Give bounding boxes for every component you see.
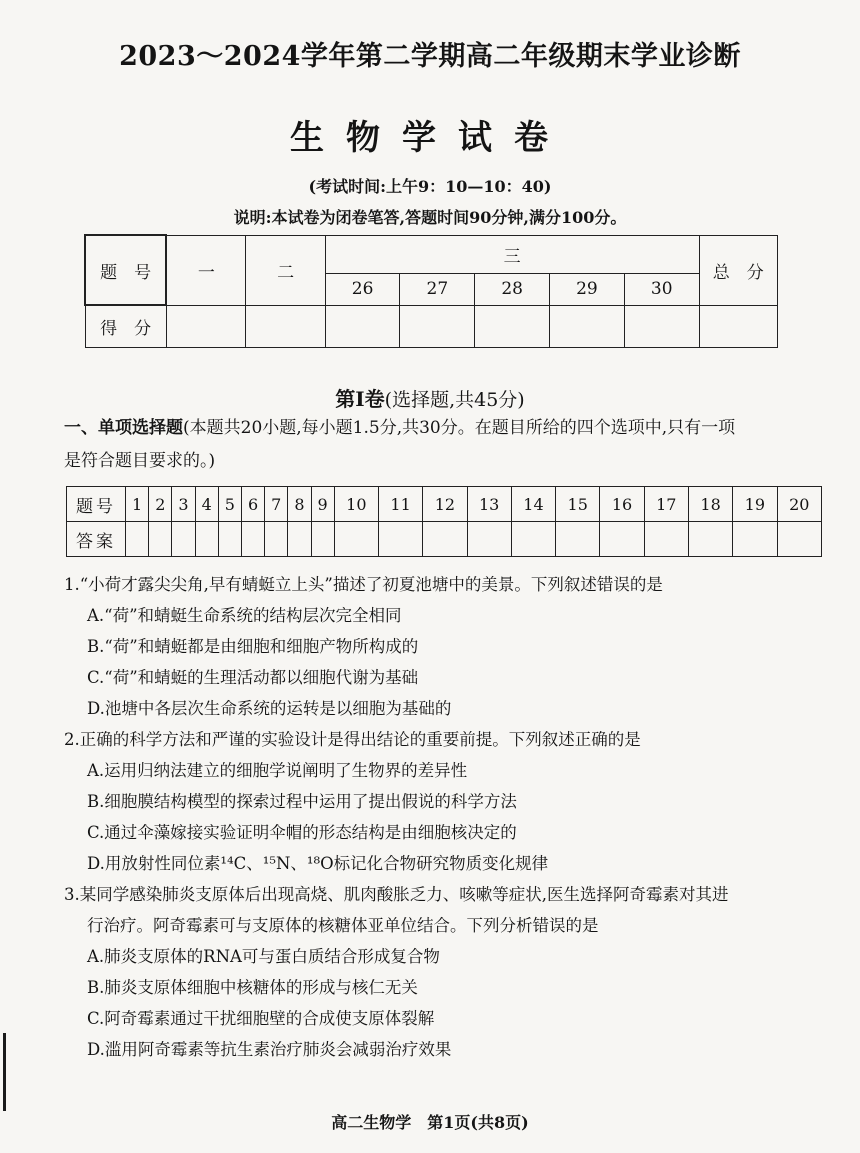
question-stem: 2.正确的科学方法和严谨的实验设计是得出结论的重要前提。下列叙述正确的是 [64,730,641,749]
option-c[interactable]: C.“荷”和蜻蜓的生理活动都以细胞代谢为基础 [87,668,419,687]
option-d[interactable]: D.用放射性同位素¹⁴C、¹⁵N、¹⁸O标记化合物研究物质变化规律 [87,854,549,873]
score-cell[interactable] [550,305,625,347]
option-d[interactable]: D.池塘中各层次生命系统的运转是以细胞为基础的 [87,699,452,718]
section-description-cont: 是符合题目要求的。) [64,451,216,471]
question-stem: 3.某同学感染肺炎支原体后出现高烧、肌肉酸胀乏力、咳嗽等症状,医生选择阿奇霉素对其进 [64,885,729,904]
exam-instructions: 说明:本试卷为闭卷笔答,答题时间90分钟,满分100分。 [233,208,627,227]
score-row-label-number: 题 号 [85,235,166,305]
answer-number-cell: 4 [195,487,218,522]
score-subcol-30: 30 [624,273,699,305]
option-a[interactable]: A.运用归纳法建立的细胞学说阐明了生物界的差异性 [87,761,468,780]
answer-input-cell[interactable] [688,522,732,557]
answer-number-cell: 1 [126,487,149,522]
score-cell[interactable] [400,305,475,347]
part-heading-note: (选择题,共45分) [384,389,525,411]
score-cell[interactable] [624,305,699,347]
exam-time: (考试时间:上午9：10—10：40) [308,177,552,196]
part-heading-title: 第Ⅰ卷 [335,387,385,411]
option-b[interactable]: B.细胞膜结构模型的探索过程中运用了提出假说的科学方法 [87,792,517,811]
score-cell[interactable] [699,305,777,347]
question-stem: 1.“小荷才露尖尖角,早有蜻蜓立上头”描述了初夏池塘中的美景。下列叙述错误的是 [64,575,663,594]
answer-number-cell: 9 [311,487,334,522]
option-b[interactable]: B.“荷”和蜻蜓都是由细胞和细胞产物所构成的 [87,637,419,656]
answer-number-cell: 10 [334,487,378,522]
score-col-two: 二 [246,235,325,305]
answer-number-cell: 13 [467,487,511,522]
answer-input-cell[interactable] [195,522,218,557]
answer-input-cell[interactable] [288,522,311,557]
page-footer: 高二生物学 第1页(共8页) [331,1113,529,1132]
question-1 [64,569,834,724]
answer-input-cell[interactable] [467,522,511,557]
scan-edge-mark [3,1033,6,1111]
answer-row-label-answer: 答案 [67,522,126,557]
score-cell[interactable] [475,305,550,347]
option-a[interactable]: A.肺炎支原体的RNA可与蛋白质结合形成复合物 [87,947,440,966]
answer-input-cell[interactable] [218,522,241,557]
score-row-label-score: 得 分 [85,305,166,347]
question-3 [64,879,834,1065]
answer-input-cell[interactable] [777,522,822,557]
answer-input-cell[interactable] [378,522,422,557]
answer-number-cell: 16 [600,487,644,522]
answer-input-cell[interactable] [241,522,264,557]
part-heading [0,383,860,412]
answer-number-cell: 6 [241,487,264,522]
answer-input-cell[interactable] [511,522,555,557]
answer-input-cell[interactable] [600,522,644,557]
section-instructions [64,412,828,478]
score-subcol-28: 28 [475,273,550,305]
option-c[interactable]: C.阿奇霉素通过干扰细胞壁的合成使支原体裂解 [87,1009,435,1028]
answer-number-cell: 7 [265,487,288,522]
answer-input-cell[interactable] [126,522,149,557]
answer-input-cell[interactable] [644,522,688,557]
answer-number-cell: 3 [172,487,195,522]
score-table [84,234,778,348]
answer-number-cell: 12 [423,487,467,522]
answer-number-cell: 18 [688,487,732,522]
answer-row-label-number: 题号 [67,487,126,522]
subject-title: 生物学试卷 [290,118,570,158]
answer-input-cell[interactable] [733,522,777,557]
score-col-total: 总 分 [699,235,777,305]
option-b[interactable]: B.肺炎支原体细胞中核糖体的形成与核仁无关 [87,978,418,997]
section-description: (本题共20小题,每小题1.5分,共30分。在题目所给的四个选项中,只有一项 [183,418,736,438]
answer-input-cell[interactable] [334,522,378,557]
answer-number-cell: 2 [149,487,172,522]
score-col-three: 三 [325,235,699,273]
score-cell[interactable] [325,305,400,347]
answer-table [66,486,822,557]
option-d[interactable]: D.滥用阿奇霉素等抗生素治疗肺炎会减弱治疗效果 [87,1040,452,1059]
answer-number-cell: 14 [511,487,555,522]
option-c[interactable]: C.通过伞藻嫁接实验证明伞帽的形态结构是由细胞核决定的 [87,823,517,842]
answer-input-cell[interactable] [556,522,600,557]
question-2 [64,724,834,879]
score-col-one: 一 [166,235,246,305]
answer-number-cell: 17 [644,487,688,522]
score-subcol-26: 26 [325,273,400,305]
answer-input-cell[interactable] [149,522,172,557]
exam-title: 2023～2024学年第二学期高二年级期末学业诊断 [119,41,741,72]
score-cell[interactable] [166,305,246,347]
answer-number-cell: 5 [218,487,241,522]
option-a[interactable]: A.“荷”和蜻蜓生命系统的结构层次完全相同 [87,606,402,625]
score-cell[interactable] [246,305,325,347]
question-list [64,569,834,1065]
score-subcol-27: 27 [400,273,475,305]
score-subcol-29: 29 [550,273,625,305]
answer-input-cell[interactable] [172,522,195,557]
answer-number-cell: 15 [556,487,600,522]
question-stem-cont: 行治疗。阿奇霉素可与支原体的核糖体亚单位结合。下列分析错误的是 [87,916,599,935]
answer-number-cell: 8 [288,487,311,522]
answer-number-cell: 19 [733,487,777,522]
answer-number-cell: 20 [777,487,822,522]
answer-input-cell[interactable] [311,522,334,557]
section-title: 一、单项选择题 [64,418,183,438]
answer-input-cell[interactable] [265,522,288,557]
answer-input-cell[interactable] [423,522,467,557]
answer-number-cell: 11 [378,487,422,522]
